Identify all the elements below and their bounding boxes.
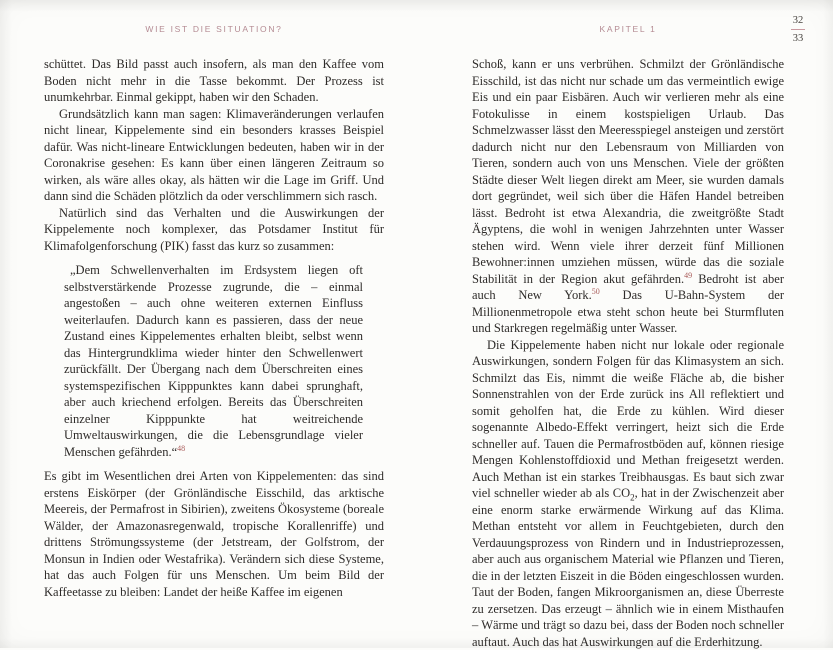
text-run: Natürlich sind das Verhalten und die Auswirkungen der Kippelemente noch komplexer, das Potsdamer Institut für Klimafolgenforschung (PIK) fasst das kurz so zusammen: <box>44 206 384 253</box>
paragraph <box>44 468 384 600</box>
text-run: , hat in der Zwischenzeit aber eine enorm starke erwärmende Wirkung auf das Klima. Methan entsteht vor allem in Feuchtgebieten, durch den Verdauungsprozess von Rindern und in Industrieprozessen, aber auch aus organischem Material wie Pflanzen und Tieren, die in der letzten Eiszeit in die Böden eingeschlossen wurden. Taut der Boden, fangen Mikroorganismen an, diese Überreste zu zersetzen. Das erzeugt – ähnlich wie in einem Misthaufen – Wärme und trägt so dazu bei, dass der Boden noch schneller auftaut. Auch das hat Auswirkungen auf die Erderhitzung. <box>472 486 784 649</box>
paragraph <box>44 56 384 106</box>
footnote-marker: 50 <box>592 287 600 296</box>
paragraph <box>472 337 784 650</box>
text-run: Das U-Bahn-System der Millionenmetropole etwa steht schon heute bei Sturmfluten und Starkregen regelmäßig unter Wasser. <box>472 288 784 335</box>
left-column <box>44 56 384 600</box>
subscript: 2 <box>630 493 635 503</box>
right-column <box>472 56 784 650</box>
page-number-indicator <box>783 14 813 45</box>
text-run: schüttet. Das Bild passt auch insofern, als man den Kaffee vom Boden nicht mehr in die Tasse bekommt. Der Prozess ist unumkehrbar. Einmal gekippt, haben wir den Schaden. <box>44 57 384 104</box>
footnote-marker: 49 <box>684 270 692 279</box>
footnote-marker: 48 <box>177 443 185 452</box>
running-title-right: KAPITEL 1 <box>472 24 784 34</box>
text-run: Bedroht ist aber auch New York. <box>472 272 784 303</box>
text-run: Schoß, kann er uns verbrühen. Schmilzt der Grönländische Eisschild, ist das nicht nur schade um das vermeintlich ewige Eis und ein paar Eisbären. Auch wir verlieren mehr als eine Fotokulisse in einem kostspieligen Urlaub. Das Schmelzwasser lässt den Meeresspiegel ansteigen und zerstört dadurch nicht nur den Lebensraum von Milliarden von Tieren, sondern auch von uns Menschen. Viele der größten Städte dieser Welt liegen direkt am Meer, sie wurden damals dort gegründet, weil sich über die Häfen Handel betreiben lässt. Bedroht ist etwa Alexandria, die zweitgrößte Stadt Ägyptens, die wohl in wenigen Jahrzehnten unter Wasser stehen wird. Wenn viele ihrer derzeit fünf Millionen Bewohner:innen umziehen müssen, würde das die soziale Stabilität in der Region akut gefährden. <box>472 57 784 286</box>
paragraph <box>44 106 384 205</box>
text-run: Die Kippelemente haben nicht nur lokale oder regionale Auswirkungen, sondern Folgen für das Klimasystem an sich. Schmilzt das Eis, nimmt die weiße Fläche ab, die bisher Sonnenstrahlen von der Erde zurück ins All reflektiert und somit geholfen hat, die Erde zu kühlen. Wird dieser sogenannte Albedo-Effekt verringert, heizt sich die Erde schneller auf. Tauen die Permafrostböden auf, können riesige Mengen Kohlenstoffdioxid und Methan freigesetzt werden. Auch Methan ist ein starkes Treibhausgas. Es baut sich zwar viel schneller wieder ab als CO <box>472 338 784 501</box>
paragraph <box>472 56 784 337</box>
page-number-next: 33 <box>783 32 813 46</box>
page-number-divider <box>791 29 805 30</box>
text-run: Es gibt im Wesentlichen drei Arten von Kippelementen: das sind erstens Eiskörper (der Grönländische Eisschild, das arktische Meereis, der Permafrost in Sibirien), zweitens Ökosysteme (boreale Wälder, der Amazonasregenwald, tropische Korallenriffe) und drittens Strömungssysteme (der Jetstream, der Golfstrom, der Monsun in Indien oder Westafrika). Verändern sich diese Systeme, hat das auch Folgen für uns Menschen. Um beim Bild der Kaffeetasse zu bleiben: Landet der heiße Kaffee im eigenen <box>44 469 384 599</box>
paragraph <box>44 205 384 255</box>
running-title-left: WIE IST DIE SITUATION? <box>44 24 384 34</box>
page-number-current: 32 <box>783 14 813 28</box>
text-run: „Dem Schwellenverhalten im Erdsystem liegen oft selbstverstärkende Prozesse zugrunde, die – einmal angestoßen – auch ohne weiteren externen Einfluss weiterlaufen. Dadurch kann es passieren, dass der neue Zustand eines Kippelementes erhalten bleibt, selbst wenn das Hintergrundklima wieder hinter den Schwellenwert zurückfällt. Der Übergang nach dem Überschreiten eines systemspezifischen Kipppunktes kann dabei sprunghaft, aber auch kriechend erfolgen. Bereits das Überschreiten einzelner Kipppunkte hat weitreichende Umweltauswirkungen, die die Lebensgrundlage vieler Menschen gefährden.“ <box>64 263 363 459</box>
text-run: Grundsätzlich kann man sagen: Klimaveränderungen verlaufen nicht linear, Kippelemente sind ein besonders krasses Beispiel dafür. Was nicht-lineare Entwicklungen bedeuten, haben wir in der Coronakrise gesehen: Es kann über einen längeren Zeitraum so wirken, als wäre alles okay, als hätten wir die Lage im Griff. Und dann sind die Schäden plötzlich da oder verschlimmern sich rasch. <box>44 107 384 204</box>
block-quote <box>64 262 363 460</box>
